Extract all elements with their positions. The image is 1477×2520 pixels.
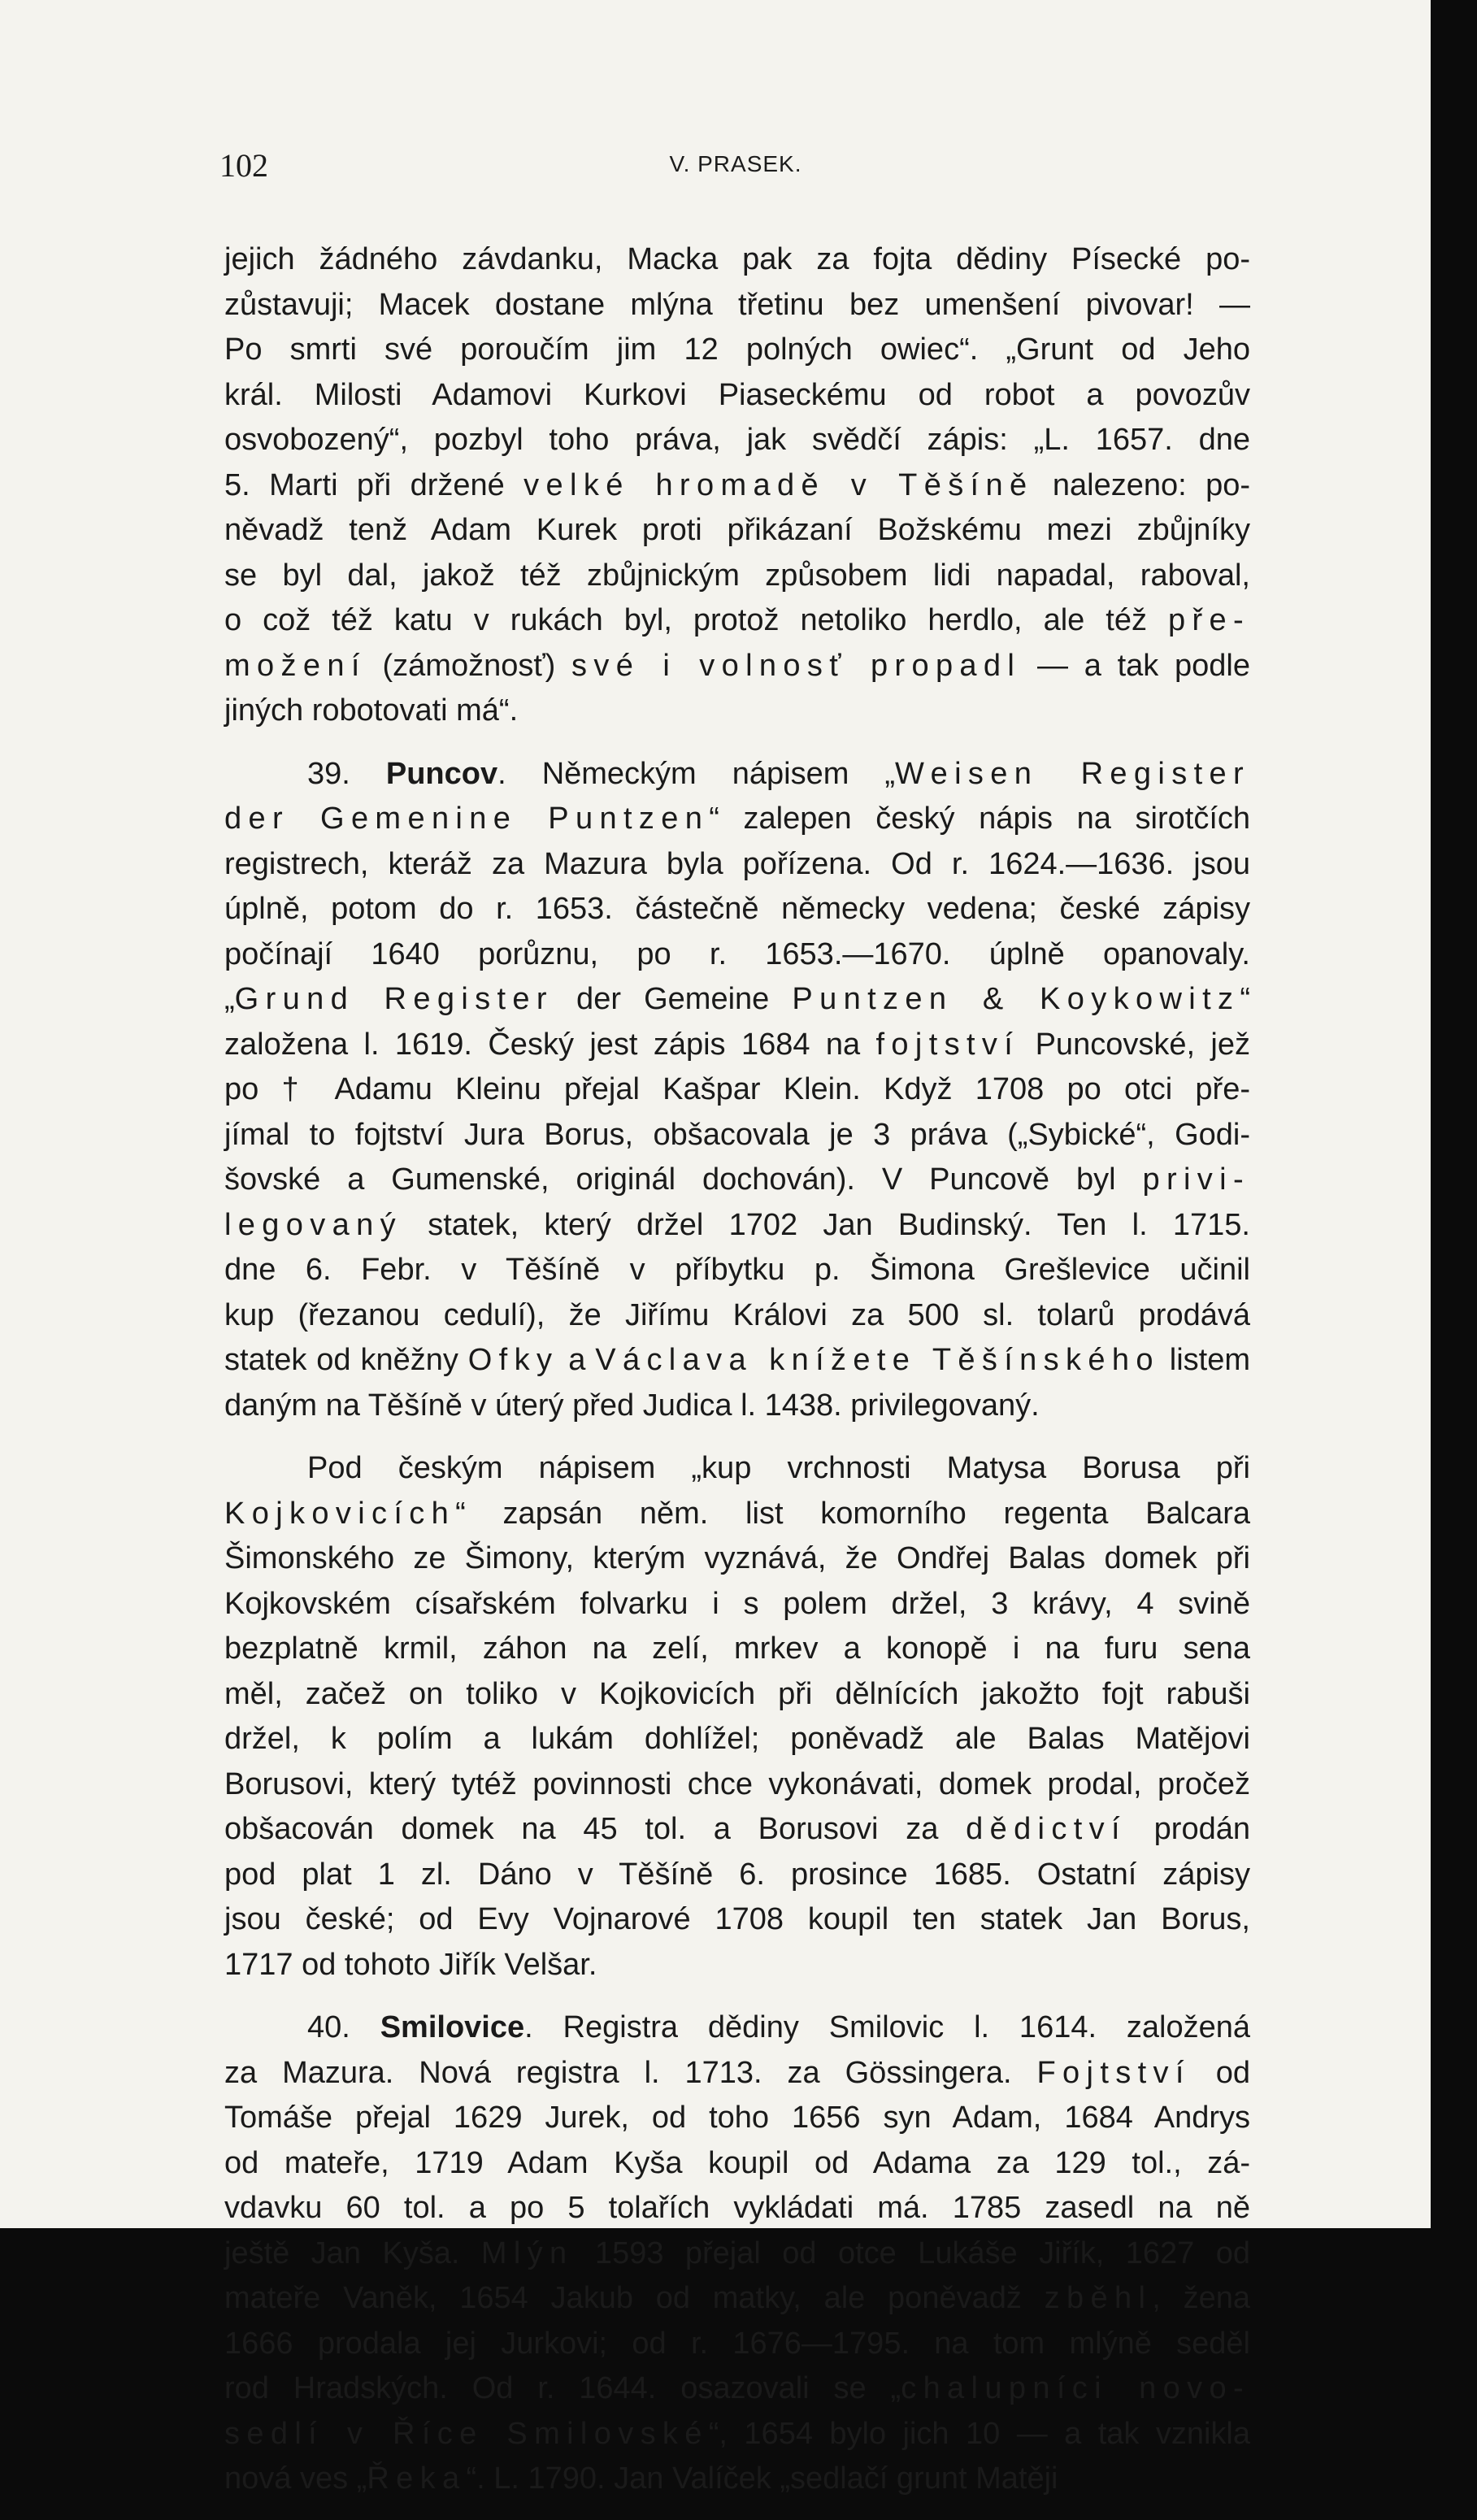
text-run: statek, který držel 1702 Jan Budinský. Ten l. 1715. bbox=[402, 1207, 1250, 1242]
text-line bbox=[224, 752, 1250, 797]
paragraph bbox=[224, 1446, 1250, 1988]
text-line bbox=[224, 1067, 1250, 1113]
text-run: dne 6. Febr. v Těšíně v příbytku p. Šimona Grešlevice učinil bbox=[224, 1253, 1250, 1287]
spaced-emphasis: Ofky bbox=[467, 1343, 559, 1377]
scan-edge bbox=[1431, 0, 1477, 2228]
text-run: “ bbox=[1240, 982, 1250, 1016]
text-run: vdavku 60 tol. a po 5 tolařích vykládati má. 1785 zasedl na ně bbox=[224, 2191, 1250, 2225]
text-line bbox=[224, 2366, 1250, 2412]
text-line bbox=[224, 1023, 1250, 1068]
text-run: 39. bbox=[307, 756, 386, 791]
text-line bbox=[224, 842, 1250, 888]
text-line bbox=[224, 328, 1250, 373]
text-line bbox=[224, 2005, 1250, 2051]
bold-heading: Puncov bbox=[385, 756, 498, 791]
text-line bbox=[224, 598, 1250, 644]
text-run: Šimonského ze Šimony, kterým vyznává, že Ondřej Balas domek při bbox=[224, 1541, 1250, 1575]
text-run: a bbox=[558, 1343, 596, 1377]
text-line bbox=[224, 1762, 1250, 1808]
text-line bbox=[224, 1158, 1250, 1203]
text-run: zůstavuji; Macek dostane mlýna třetinu bez umenšení pivovar! — bbox=[224, 287, 1250, 322]
spaced-emphasis: zběhl bbox=[1044, 2281, 1153, 2315]
text-run: jejich žádného závdanku, Macka pak za fojta dědiny Písecké po- bbox=[224, 242, 1250, 276]
text-run: po † Adamu Kleinu přejal Kašpar Klein. Když 1708 po otci pře- bbox=[224, 1072, 1250, 1106]
text-run: listem bbox=[1159, 1343, 1251, 1377]
text-line bbox=[224, 2186, 1250, 2231]
text-line bbox=[224, 1943, 1250, 1988]
text-run: daným na Těšíně v úterý před Judica l. 1438. privilegovaný. bbox=[224, 1388, 1040, 1423]
text-run: . Německým nápisem „ bbox=[497, 756, 896, 791]
text-run: rod Hradských. Od r. 1644. osazovali se „ bbox=[224, 2371, 901, 2405]
text-run: prodán bbox=[1126, 1812, 1250, 1846]
text-run: 40. bbox=[307, 2010, 380, 2044]
text-line bbox=[224, 2322, 1250, 2367]
text-line bbox=[224, 2051, 1250, 2096]
paragraph bbox=[224, 752, 1250, 1429]
text-line bbox=[224, 2276, 1250, 2322]
text-run: osvobozený“, pozbyl toho práva, jak svědčí zápis: „L. 1657. dne bbox=[224, 423, 1250, 457]
text-line bbox=[224, 1536, 1250, 1582]
spaced-emphasis: Kojkovicích bbox=[224, 1496, 456, 1531]
text-run: “ zalepen český nápis na sirotčích bbox=[709, 802, 1251, 836]
spaced-emphasis: Fojtství bbox=[1036, 2055, 1191, 2090]
page-header bbox=[219, 146, 1252, 195]
spaced-emphasis: dědictví bbox=[966, 1812, 1127, 1846]
text-run: Borusovi, který tytéž povinnosti chce vykonávati, domek prodal, pročež bbox=[224, 1766, 1250, 1801]
text-line bbox=[224, 644, 1250, 689]
spaced-emphasis: Řeka bbox=[367, 2461, 467, 2496]
text-run: 5. Marti při držené bbox=[224, 467, 524, 502]
text-line bbox=[224, 373, 1250, 419]
text-line bbox=[224, 2412, 1250, 2457]
text-run: nová ves „ bbox=[224, 2461, 367, 2496]
spaced-emphasis: sedlí v Říce Smilovské bbox=[224, 2416, 709, 2451]
text-run: držel, k polím a lukám dohlížel; poněvadž ale Balas Matějovi bbox=[224, 1722, 1250, 1756]
text-run: od mateře, 1719 Adam Kyša koupil od Adama za 129 tol., zá- bbox=[224, 2145, 1250, 2180]
text-line bbox=[224, 887, 1250, 932]
text-run: nalezeno: po- bbox=[1033, 467, 1250, 502]
spaced-emphasis: fojtství bbox=[875, 1027, 1020, 1062]
text-run: Po smrti své poroučím jim 12 polných owiec“. „Grunt od Jeho bbox=[224, 332, 1250, 367]
text-line bbox=[224, 554, 1250, 599]
text-run: Kojkovském císařském folvarku i s polem držel, 3 krávy, 4 svině bbox=[224, 1586, 1250, 1621]
text-run: “. L. 1790. Jan Valíček „sedlačí grunt Matěji bbox=[466, 2461, 1058, 2496]
text-line bbox=[224, 2096, 1250, 2141]
text-run: se byl dal, jakož též zbůjnickým způsobem lidi napadal, raboval, bbox=[224, 558, 1250, 593]
text-run: — a tak podle bbox=[1021, 648, 1250, 683]
text-run: za Mazura. Nová registra l. 1713. za Gössingera. bbox=[224, 2055, 1037, 2090]
spaced-emphasis: legovaný bbox=[224, 1207, 402, 1242]
spaced-emphasis: Václava knížete Těšínského bbox=[595, 1343, 1160, 1377]
spaced-emphasis: Puntzen & Koykowitz bbox=[792, 982, 1240, 1016]
text-run: registrech, kteráž za Mazura byla pořízena. Od r. 1624.—1636. jsou bbox=[224, 846, 1250, 881]
text-line bbox=[224, 508, 1250, 554]
text-line bbox=[224, 283, 1250, 328]
text-run: pod plat 1 zl. Dáno v Těšíně 6. prosince 1685. Ostatní zápisy bbox=[224, 1857, 1250, 1892]
bold-heading: Smilovice bbox=[380, 2010, 525, 2044]
spaced-emphasis: privi- bbox=[1142, 1162, 1250, 1197]
text-run: od bbox=[1190, 2055, 1251, 2090]
text-line bbox=[224, 463, 1250, 509]
body-text bbox=[224, 237, 1250, 2520]
text-line bbox=[224, 1897, 1250, 1943]
text-run: statek od kněžny bbox=[224, 1343, 468, 1377]
text-run: Tomáše přejal 1629 Jurek, od toho 1656 syn Adam, 1684 Andrys bbox=[224, 2101, 1250, 2135]
text-line bbox=[224, 689, 1250, 734]
text-run: “ zapsán něm. list komorního regenta Balcara bbox=[455, 1496, 1250, 1531]
text-run: král. Milosti Adamovi Kurkovi Piaseckému od robot a povozův bbox=[224, 377, 1250, 412]
text-run: , žena bbox=[1152, 2281, 1250, 2315]
text-line bbox=[224, 1293, 1250, 1339]
text-line bbox=[224, 1384, 1250, 1429]
spaced-emphasis: velké hromadě v Těšíně bbox=[523, 467, 1034, 502]
text-run: der Gemeine bbox=[553, 982, 793, 1016]
text-run: měl, začež on toliko v Kojkovicích při dělnících jakožto fojt rabuši bbox=[224, 1676, 1250, 1711]
text-line bbox=[224, 2231, 1250, 2277]
text-run: něvadž tenž Adam Kurek proti přikázaní Božskému mezi zbůjníky bbox=[224, 513, 1250, 547]
text-run: „ bbox=[224, 982, 235, 1016]
text-run: šovské a Gumenské, originál dochován). V Puncově byl bbox=[224, 1162, 1143, 1197]
spaced-emphasis: der Gemenine Puntzen bbox=[224, 802, 710, 836]
text-run: . Registra dědiny Smilovic l. 1614. založená bbox=[524, 2010, 1251, 2044]
spaced-emphasis: chalupníci novo- bbox=[901, 2371, 1251, 2405]
text-run: obšacován domek na 45 tol. a Borusovi za bbox=[224, 1812, 967, 1846]
text-run: založena l. 1619. Český jest zápis 1684 na bbox=[224, 1027, 876, 1062]
text-line bbox=[224, 418, 1250, 463]
text-line bbox=[224, 1248, 1250, 1293]
text-run: 1717 od tohoto Jiřík Velšar. bbox=[224, 1947, 597, 1982]
text-line bbox=[224, 1582, 1250, 1627]
text-line bbox=[224, 1853, 1250, 1898]
text-run: kup (řezanou cedulí), že Jiřímu Královi za 500 sl. tolarů prodává bbox=[224, 1297, 1250, 1332]
text-run: o což též katu v rukách byl, protož netoliko herdlo, ale též bbox=[224, 603, 1168, 637]
text-run: 1593 přejal od otce Lukáše Jiřík, 1627 od bbox=[573, 2235, 1250, 2270]
text-line bbox=[224, 237, 1250, 283]
text-line bbox=[224, 1492, 1250, 1537]
text-line bbox=[224, 1446, 1250, 1492]
text-run: (zámožnosť) bbox=[366, 648, 572, 683]
running-title: V. PRASEK. bbox=[669, 151, 802, 176]
text-line bbox=[224, 2141, 1250, 2187]
text-line bbox=[224, 1338, 1250, 1384]
text-line bbox=[224, 2457, 1250, 2502]
spaced-emphasis: pře- bbox=[1167, 603, 1250, 637]
text-line bbox=[224, 977, 1250, 1023]
text-run: jiných robotovati má“. bbox=[224, 693, 519, 728]
text-run: 1666 prodala jej Jurkovi; od r. 1676—1795. na tom mlýně seděl bbox=[224, 2326, 1250, 2361]
text-line bbox=[224, 932, 1250, 978]
text-run: jsou české; od Evy Vojnarové 1708 koupil ten statek Jan Borus, bbox=[224, 1902, 1250, 1936]
text-line bbox=[224, 1627, 1250, 1672]
text-line bbox=[224, 1672, 1250, 1718]
spaced-emphasis: možení bbox=[224, 648, 367, 683]
text-run: úplně, potom do r. 1653. částečně německy vedena; české zápisy bbox=[224, 892, 1250, 926]
text-run: počínají 1640 porůznu, po r. 1653.—1670. úplně opanovaly. bbox=[224, 936, 1250, 971]
text-run: “, 1654 bylo jich 10 — a tak vznikla bbox=[708, 2416, 1250, 2451]
text-line bbox=[224, 1807, 1250, 1853]
text-run: Pod českým nápisem „kup vrchnosti Matysa Borusa při bbox=[307, 1451, 1250, 1485]
page-number: 102 bbox=[219, 147, 268, 184]
text-line bbox=[224, 797, 1250, 842]
text-run: ještě Jan Kyša. bbox=[224, 2235, 481, 2270]
spaced-emphasis: Grund Register bbox=[234, 982, 554, 1016]
text-run: bezplatně krmil, záhon na zelí, mrkev a konopě i na furu sena bbox=[224, 1631, 1250, 1666]
text-run: jímal to fojtství Jura Borus, obšacovala je 3 práva („Sybické“, Godi- bbox=[224, 1117, 1250, 1152]
paragraph bbox=[224, 2005, 1250, 2502]
spaced-emphasis: Mlýn bbox=[480, 2235, 574, 2270]
text-line bbox=[224, 1717, 1250, 1762]
paragraph bbox=[224, 237, 1250, 734]
spaced-emphasis: Weisen Register bbox=[895, 756, 1250, 791]
spaced-emphasis: své i volnosť propadl bbox=[571, 648, 1022, 683]
text-line bbox=[224, 1113, 1250, 1158]
text-run: mateře Vaněk, 1654 Jakub od matky, ale poněvadž bbox=[224, 2281, 1045, 2315]
text-run: Puncovské, jež bbox=[1019, 1027, 1250, 1062]
text-line bbox=[224, 1203, 1250, 1249]
